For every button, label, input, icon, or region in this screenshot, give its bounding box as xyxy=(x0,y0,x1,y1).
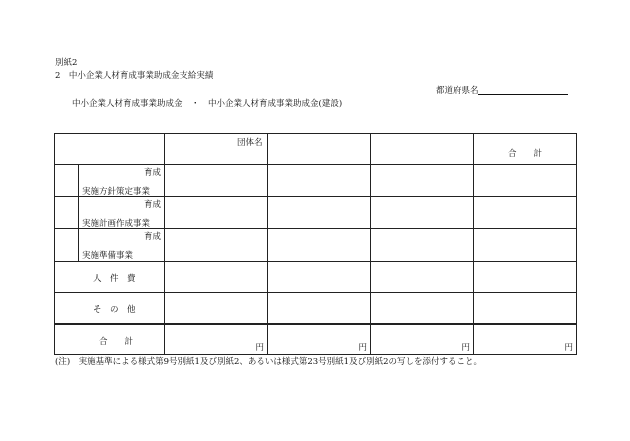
value-cell[interactable] xyxy=(474,229,577,262)
sum-cell[interactable] xyxy=(268,324,371,355)
row-label-bottom: 実施方針策定事業 xyxy=(82,187,151,197)
sum-label-cell xyxy=(55,324,165,355)
total-header: 合 計 xyxy=(508,149,543,159)
value-cell[interactable] xyxy=(268,293,371,324)
value-cell[interactable] xyxy=(165,165,268,197)
sum-cell[interactable] xyxy=(371,324,474,355)
value-cell[interactable] xyxy=(371,229,474,262)
value-cell[interactable] xyxy=(165,293,268,324)
value-cell[interactable] xyxy=(474,262,577,293)
sum-cell[interactable] xyxy=(165,324,268,355)
yen-unit: 円 xyxy=(358,343,367,353)
prefecture-label: 都道府県名 xyxy=(436,86,479,96)
org-name-header: 団体名 xyxy=(237,138,263,148)
subsidy-types: 中小企業人材育成事業助成金 ・ 中小企業人材育成事業助成金(建設) xyxy=(72,99,343,109)
row-label-top: 育成 xyxy=(144,168,162,178)
value-cell[interactable] xyxy=(268,229,371,262)
row-label-cell xyxy=(79,197,165,229)
table-row xyxy=(55,293,577,324)
table-row xyxy=(55,197,577,229)
value-cell[interactable] xyxy=(474,197,577,229)
row-label-top: 育成 xyxy=(144,200,162,210)
value-cell[interactable] xyxy=(371,293,474,324)
row-label-top: 育成 xyxy=(144,232,162,242)
value-cell[interactable] xyxy=(268,165,371,197)
row-label-bottom: 実施準備事業 xyxy=(82,251,134,261)
row-label-cell xyxy=(79,229,165,262)
value-cell[interactable] xyxy=(371,262,474,293)
value-cell[interactable] xyxy=(371,197,474,229)
value-cell[interactable] xyxy=(165,229,268,262)
org-cell-3[interactable] xyxy=(371,134,474,165)
row-indent-cell xyxy=(55,229,79,262)
org-name-cell[interactable] xyxy=(165,134,268,165)
row-indent-cell xyxy=(55,197,79,229)
yen-unit: 円 xyxy=(255,343,264,353)
total-header-cell xyxy=(474,134,577,165)
value-cell[interactable] xyxy=(165,197,268,229)
results-table xyxy=(54,133,577,355)
attachment-label: 別紙2 xyxy=(55,58,78,68)
value-cell[interactable] xyxy=(371,165,474,197)
row-indent-cell xyxy=(55,165,79,197)
row-label-cell xyxy=(79,165,165,197)
yen-unit: 円 xyxy=(564,343,573,353)
value-cell[interactable] xyxy=(474,293,577,324)
value-cell[interactable] xyxy=(165,262,268,293)
table-header-row xyxy=(55,134,577,165)
table-row xyxy=(55,165,577,197)
sum-row xyxy=(55,324,577,355)
yen-unit: 円 xyxy=(461,343,470,353)
other-label-cell xyxy=(55,293,165,324)
section-title: 2 中小企業人材育成事業助成金支給実績 xyxy=(55,71,214,81)
sum-label: 合 計 xyxy=(99,336,134,347)
sum-cell[interactable] xyxy=(474,324,577,355)
value-cell[interactable] xyxy=(474,165,577,197)
org-cell-2[interactable] xyxy=(268,134,371,165)
other-label: そ の 他 xyxy=(93,305,136,315)
table-row xyxy=(55,262,577,293)
footnote: (注) 実施基準による様式第9号別紙1及び別紙2、あるいは様式第23号別紙1及び別紙2の写しを添付すること。 xyxy=(55,357,482,367)
personnel-label-cell xyxy=(55,262,165,293)
personnel-label: 人 件 費 xyxy=(93,274,136,284)
value-cell[interactable] xyxy=(268,262,371,293)
row-label-bottom: 実施計画作成事業 xyxy=(82,219,151,229)
value-cell[interactable] xyxy=(268,197,371,229)
corner-cell xyxy=(55,134,165,165)
prefecture-input-line[interactable] xyxy=(478,94,568,95)
table-row xyxy=(55,229,577,262)
